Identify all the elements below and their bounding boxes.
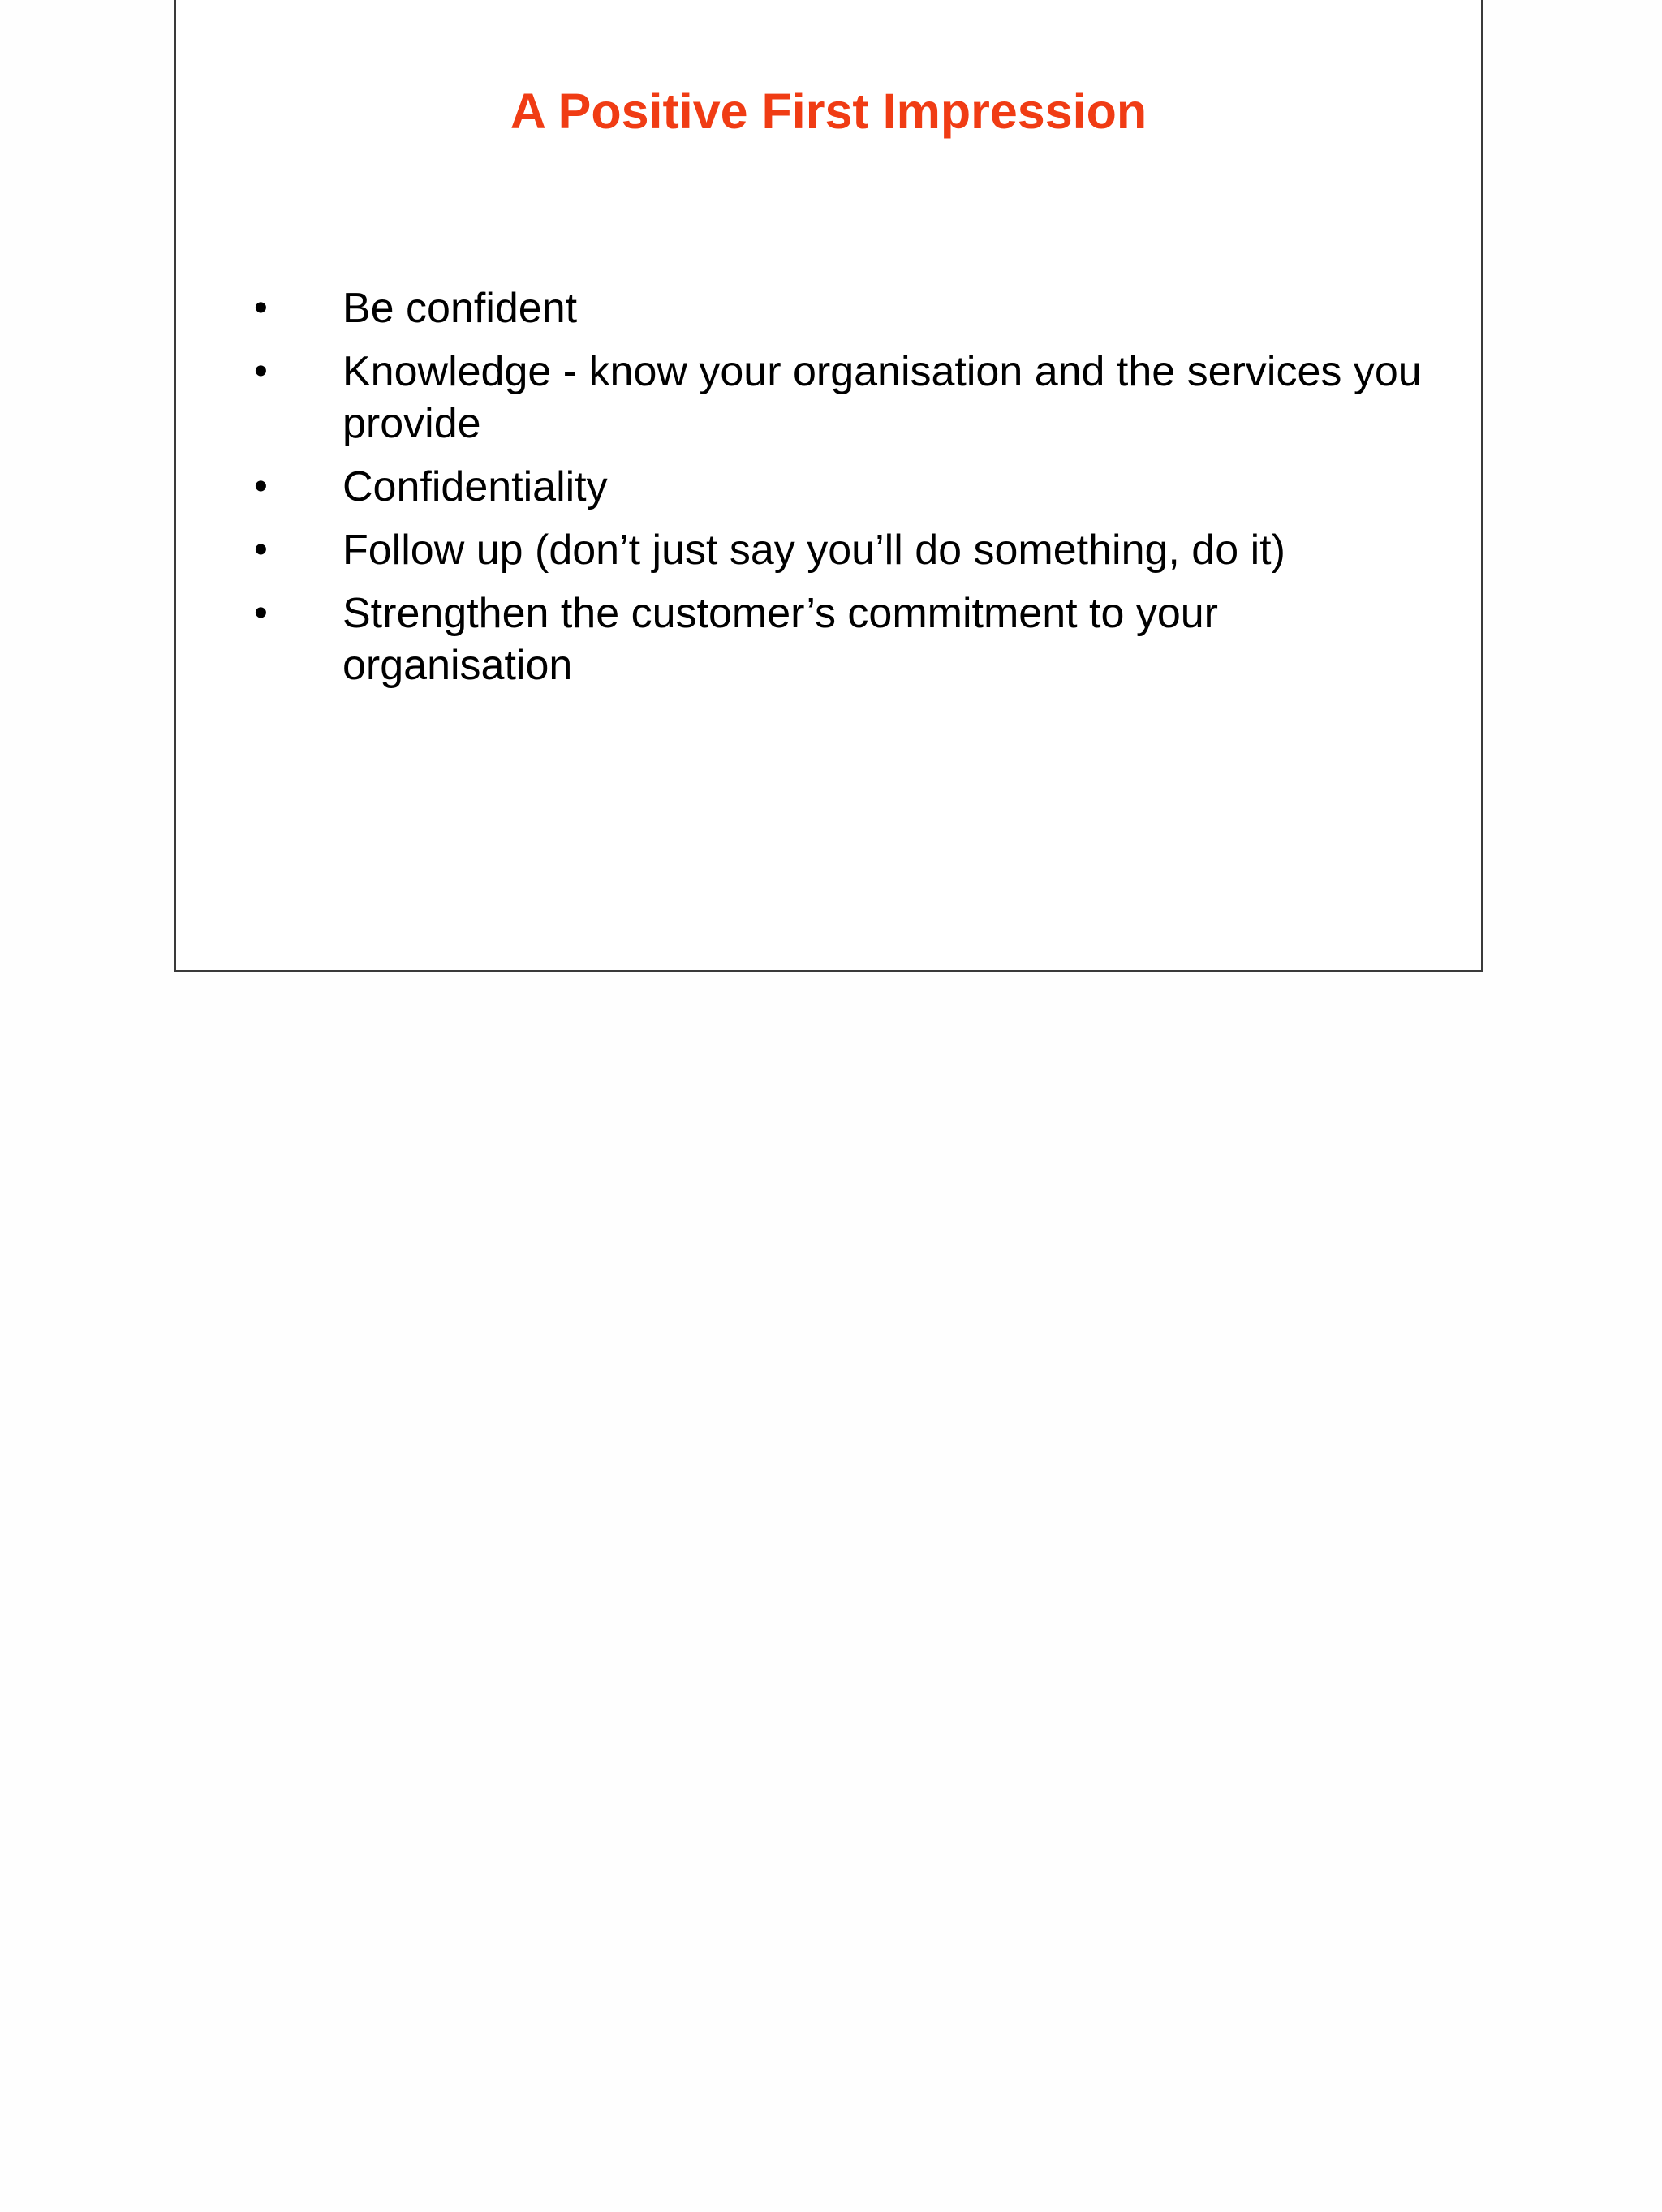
slide-frame bbox=[174, 0, 1483, 972]
list-item bbox=[251, 461, 1427, 513]
list-item bbox=[251, 282, 1427, 334]
bullet-text: Follow up (don’t just say you’ll do something, do it) bbox=[342, 527, 1285, 574]
bullet-marker: • bbox=[254, 286, 268, 329]
bullet-marker: • bbox=[254, 592, 268, 635]
bullet-text: Strengthen the customer’s commitment to your organisation bbox=[342, 590, 1218, 689]
bullet-list bbox=[251, 282, 1427, 703]
bullet-marker: • bbox=[254, 465, 268, 508]
list-item bbox=[251, 524, 1427, 576]
bullet-marker: • bbox=[254, 528, 268, 571]
bullet-text: Confidentiality bbox=[342, 463, 608, 510]
list-item bbox=[251, 346, 1427, 450]
slide-title: A Positive First Impression bbox=[510, 84, 1147, 139]
bullet-text: Be confident bbox=[342, 285, 578, 332]
list-item bbox=[251, 587, 1427, 691]
bullet-text: Knowledge - know your organisation and the services you provide bbox=[342, 348, 1422, 447]
bullet-marker: • bbox=[254, 350, 268, 393]
